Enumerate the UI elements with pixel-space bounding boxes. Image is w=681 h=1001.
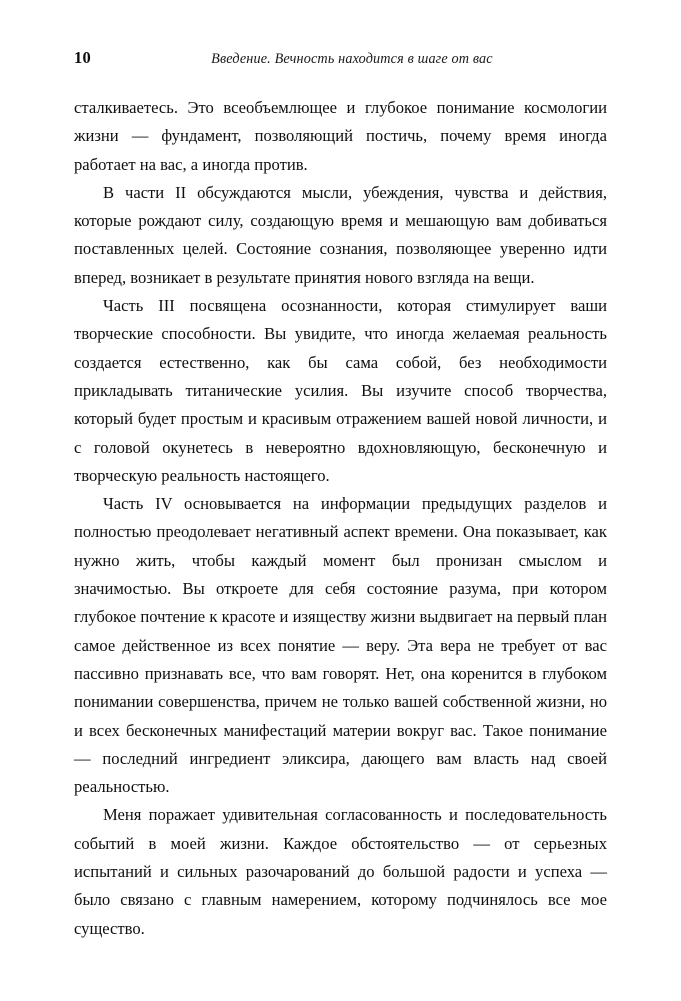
running-head: [74, 48, 607, 74]
paragraph: Часть IV основывается на информации предыдущих разделов и полностью преодолевает негативный аспект времени. Она показывает, как нужно жить, чтобы каждый момент был пронизан смыслом и значимостью. Вы откроете для себя состояние разума, при котором глубокое почтение к красоте и изяществу жизни выдвигает на первый план самое действенное из всех понятие — веру. Эта вера не требует от вас пассивно признавать все, что вам говорят. Нет, она коренится в глубоком понимании совершенства, причем не только вашей собственной жизни, но и всех бесконечных манифестаций материи вокруг вас. Такое понимание — последний ингредиент эликсира, дающего вам власть над своей реальностью.: [74, 494, 607, 797]
page-number: 10: [74, 48, 91, 67]
paragraph: Меня поражает удивительная согласованность и последовательность событий в моей жизни. Каждое обстоятельство — от серьезных испытаний и сильных разочарований до большой радости и успеха — было связано с главным намерением, которому подчинялось все мое существо.: [74, 805, 607, 938]
running-head-title: Введение. Вечность находится в шаге от вас: [211, 51, 493, 67]
paragraph: Часть III посвящена осознанности, которая стимулирует ваши творческие способности. Вы увидите, что иногда желаемая реальность создается естественно, как бы сама собой, без необходимости прикладывать титанические усилия. Вы изучите способ творчества, который будет простым и красивым отражением вашей новой личности, и с головой окунетесь в невероятно вдохновляющую, бесконечную и творческую реальность настоящего.: [74, 296, 607, 485]
page-body: [74, 94, 607, 943]
paragraph: сталкиваетесь. Это всеобъемлющее и глубокое понимание космологии жизни — фундамент, позволяющий постичь, почему время иногда работает на вас, а иногда против.: [74, 98, 607, 174]
paragraph: В части II обсуждаются мысли, убеждения, чувства и действия, которые рождают силу, создающую время и мешающую вам добиваться поставленных целей. Состояние сознания, позволяющее уверенно идти вперед, возникает в результате принятия нового взгляда на вещи.: [74, 182, 607, 287]
